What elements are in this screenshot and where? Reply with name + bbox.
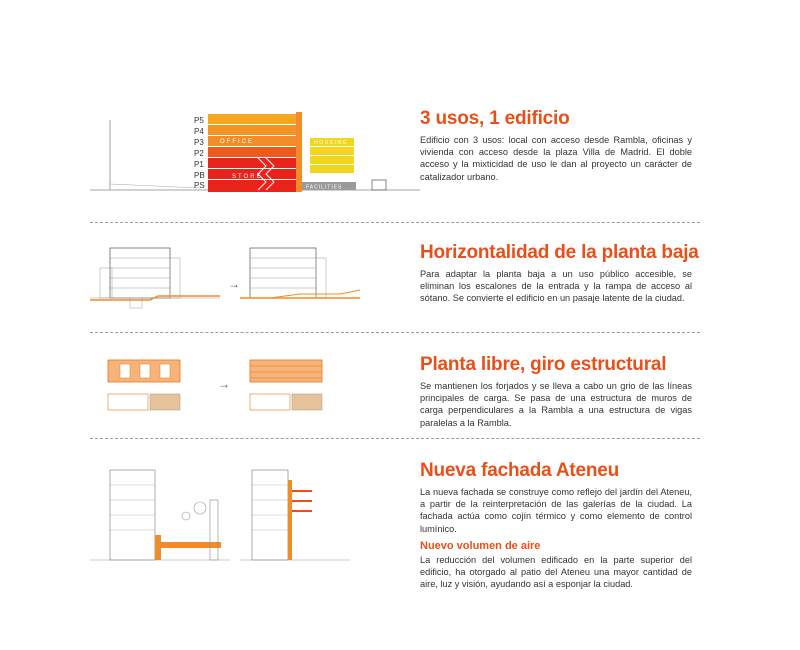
- section-title: Nueva fachada Ateneu: [420, 460, 620, 481]
- section-body: La nueva fachada se construye como reflejo del jardín del Ateneu, a partir de la reinterpretación de las galerías de la ciudad. La fachada actúa como cojín térmico y como elemento de control lumínico.: [420, 487, 692, 534]
- facilities-label: FACILITIES: [306, 184, 343, 191]
- section-body: Edificio con 3 usos: local con acceso desde Rambla, oficinas y vivienda con acceso desde la plaza Villa de Madrid. El doble acceso y la mixticidad de uso le dan al proyecto un carácter de catalizador urbano.: [420, 135, 692, 182]
- floor-label-p5: P5: [194, 116, 204, 125]
- section-body: Para adaptar la planta baja a un uso público accesible, se eliminan los escalones de la entrada y la rampa de acceso al sótano. Se convierte el edificio en un pasaje latente de la ciudad.: [420, 269, 692, 304]
- before-plan: [108, 360, 180, 410]
- ground-floor-drawing: [90, 242, 390, 322]
- section-2-text: [420, 242, 699, 305]
- office-label: OFFICE: [220, 139, 254, 145]
- section-title: Horizontalidad de la planta baja: [420, 242, 699, 263]
- section-subtitle: Nuevo volumen de aire: [420, 539, 541, 552]
- floor-p2: [208, 147, 296, 157]
- section-subbody: La reducción del volumen edificado en la parte superior del edificio, ha otorgado al patio del Ateneu una mayor cantidad de aire, luz y visión, ayudando así a esponjar la ciudad.: [420, 554, 692, 590]
- divider-1: [90, 222, 700, 223]
- arrow-icon: →: [228, 277, 240, 291]
- building-section-drawing: [90, 108, 420, 208]
- uses-section-diagram: [90, 108, 420, 213]
- floor-p4: [208, 125, 296, 135]
- divider-2: [90, 332, 700, 333]
- arrow-icon: →: [218, 377, 230, 391]
- section-4-text: [420, 460, 692, 590]
- facade-diagram: [90, 460, 390, 585]
- section-1-text: [420, 108, 692, 183]
- core-strip: [296, 112, 302, 192]
- section-title: 3 usos, 1 edificio: [420, 108, 570, 129]
- divider-3: [90, 438, 700, 439]
- after-building: [240, 248, 360, 298]
- floor-label-p3: P3: [194, 138, 204, 147]
- store-label: STORE: [232, 174, 263, 180]
- section-3-text: [420, 354, 692, 429]
- floor-label-p2: P2: [194, 149, 204, 158]
- neighbor-outline: [372, 180, 386, 190]
- after-facade: [240, 470, 350, 560]
- structure-plan-drawing: [90, 354, 390, 424]
- section-title: Planta libre, giro estructural: [420, 354, 667, 375]
- before-facade: [90, 470, 230, 560]
- structure-diagram: [90, 354, 390, 429]
- ground-floor-diagram: [90, 242, 390, 327]
- section-body: Se mantienen los forjados y se lleva a cabo un grio de las líneas principales de carga. Se pasa de una estructura de muros de carga perpendiculares a la Rambla a una estructura de vigas paralelas a la Rambla.: [420, 381, 692, 428]
- floor-label-p1: P1: [194, 160, 204, 169]
- housing-floor-4: [310, 165, 354, 173]
- floor-label-pb: PB: [194, 171, 205, 180]
- after-plan: [250, 360, 322, 410]
- housing-label: HOUSING: [314, 140, 348, 146]
- housing-floor-3: [310, 156, 354, 164]
- before-building: [90, 248, 220, 308]
- floor-p1: [208, 158, 296, 168]
- floor-ps: [208, 180, 300, 192]
- floor-label-ps: PS: [194, 181, 205, 190]
- housing-floor-2: [310, 147, 354, 155]
- floor-label-p4: P4: [194, 127, 204, 136]
- floor-p5: [208, 114, 296, 124]
- facade-section-drawing: [90, 460, 390, 580]
